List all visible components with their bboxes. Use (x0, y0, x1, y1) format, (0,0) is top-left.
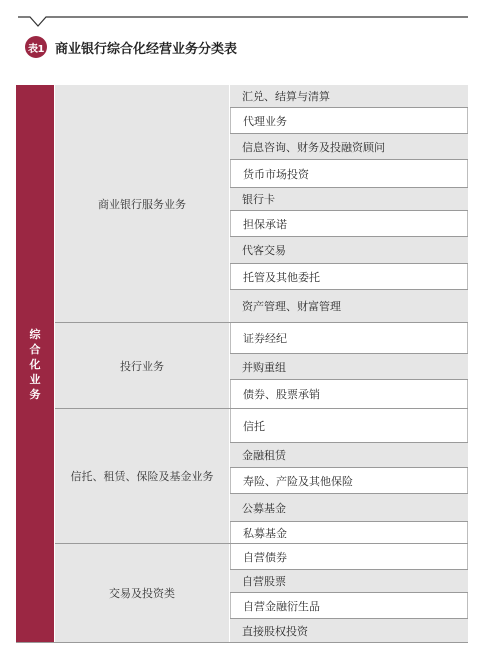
table-row: 货币市场投资 (230, 160, 468, 187)
category-label: 综合化业务 (29, 327, 41, 401)
row-divider (230, 379, 468, 380)
table-row: 直接股权投资 (230, 619, 468, 642)
row-divider (230, 236, 468, 237)
group-divider (55, 543, 468, 544)
table-row: 公募基金 (230, 494, 468, 521)
row-divider (230, 442, 468, 443)
table-row: 汇兑、结算与清算 (230, 85, 468, 107)
row-divider (230, 210, 468, 211)
row-divider (230, 107, 468, 108)
table-number-badge: 表1 (25, 36, 47, 58)
table-caption (25, 36, 237, 58)
group-divider (55, 322, 468, 323)
row-divider (230, 592, 468, 593)
row-divider (230, 521, 468, 522)
table-bottom-rule (16, 642, 468, 643)
top-rule (18, 15, 468, 35)
table-row: 托管及其他委托 (230, 264, 468, 289)
row-divider (230, 187, 468, 188)
table-row: 担保承诺 (230, 211, 468, 236)
group-cell-investment-banking: 投行业务 (55, 323, 229, 408)
row-divider (230, 353, 468, 354)
table-row: 私募基金 (230, 522, 468, 543)
table-row: 寿险、产险及其他保险 (230, 468, 468, 493)
table-row: 代理业务 (230, 108, 468, 133)
row-divider (230, 618, 468, 619)
table-row: 并购重组 (230, 354, 468, 379)
table-row: 自营债券 (230, 544, 468, 569)
row-divider (230, 159, 468, 160)
group-cell-trading-investment: 交易及投资类 (55, 544, 229, 642)
category-band (16, 85, 54, 643)
row-divider (230, 289, 468, 290)
classification-table (16, 85, 468, 643)
group-divider (55, 408, 468, 409)
table-row: 代客交易 (230, 237, 468, 263)
table-row: 银行卡 (230, 188, 468, 210)
row-divider (230, 569, 468, 570)
row-divider (230, 263, 468, 264)
table-row: 证券经纪 (230, 323, 468, 353)
row-divider (230, 133, 468, 134)
row-divider (230, 493, 468, 494)
row-divider (230, 467, 468, 468)
table-title: 商业银行综合化经营业务分类表 (55, 41, 238, 57)
table-row: 资产管理、财富管理 (230, 290, 468, 322)
group-cell-commercial-banking: 商业银行服务业务 (55, 85, 229, 322)
table-row: 自营股票 (230, 570, 468, 592)
table-row: 自营金融衍生品 (230, 593, 468, 618)
table-row: 信托 (230, 409, 468, 442)
table-row: 债券、股票承销 (230, 380, 468, 408)
table-row: 信息咨询、财务及投融资顾问 (230, 134, 468, 159)
group-cell-trust-leasing-insurance-fund: 信托、租赁、保险及基金业务 (55, 409, 229, 543)
table-row: 金融租赁 (230, 443, 468, 467)
